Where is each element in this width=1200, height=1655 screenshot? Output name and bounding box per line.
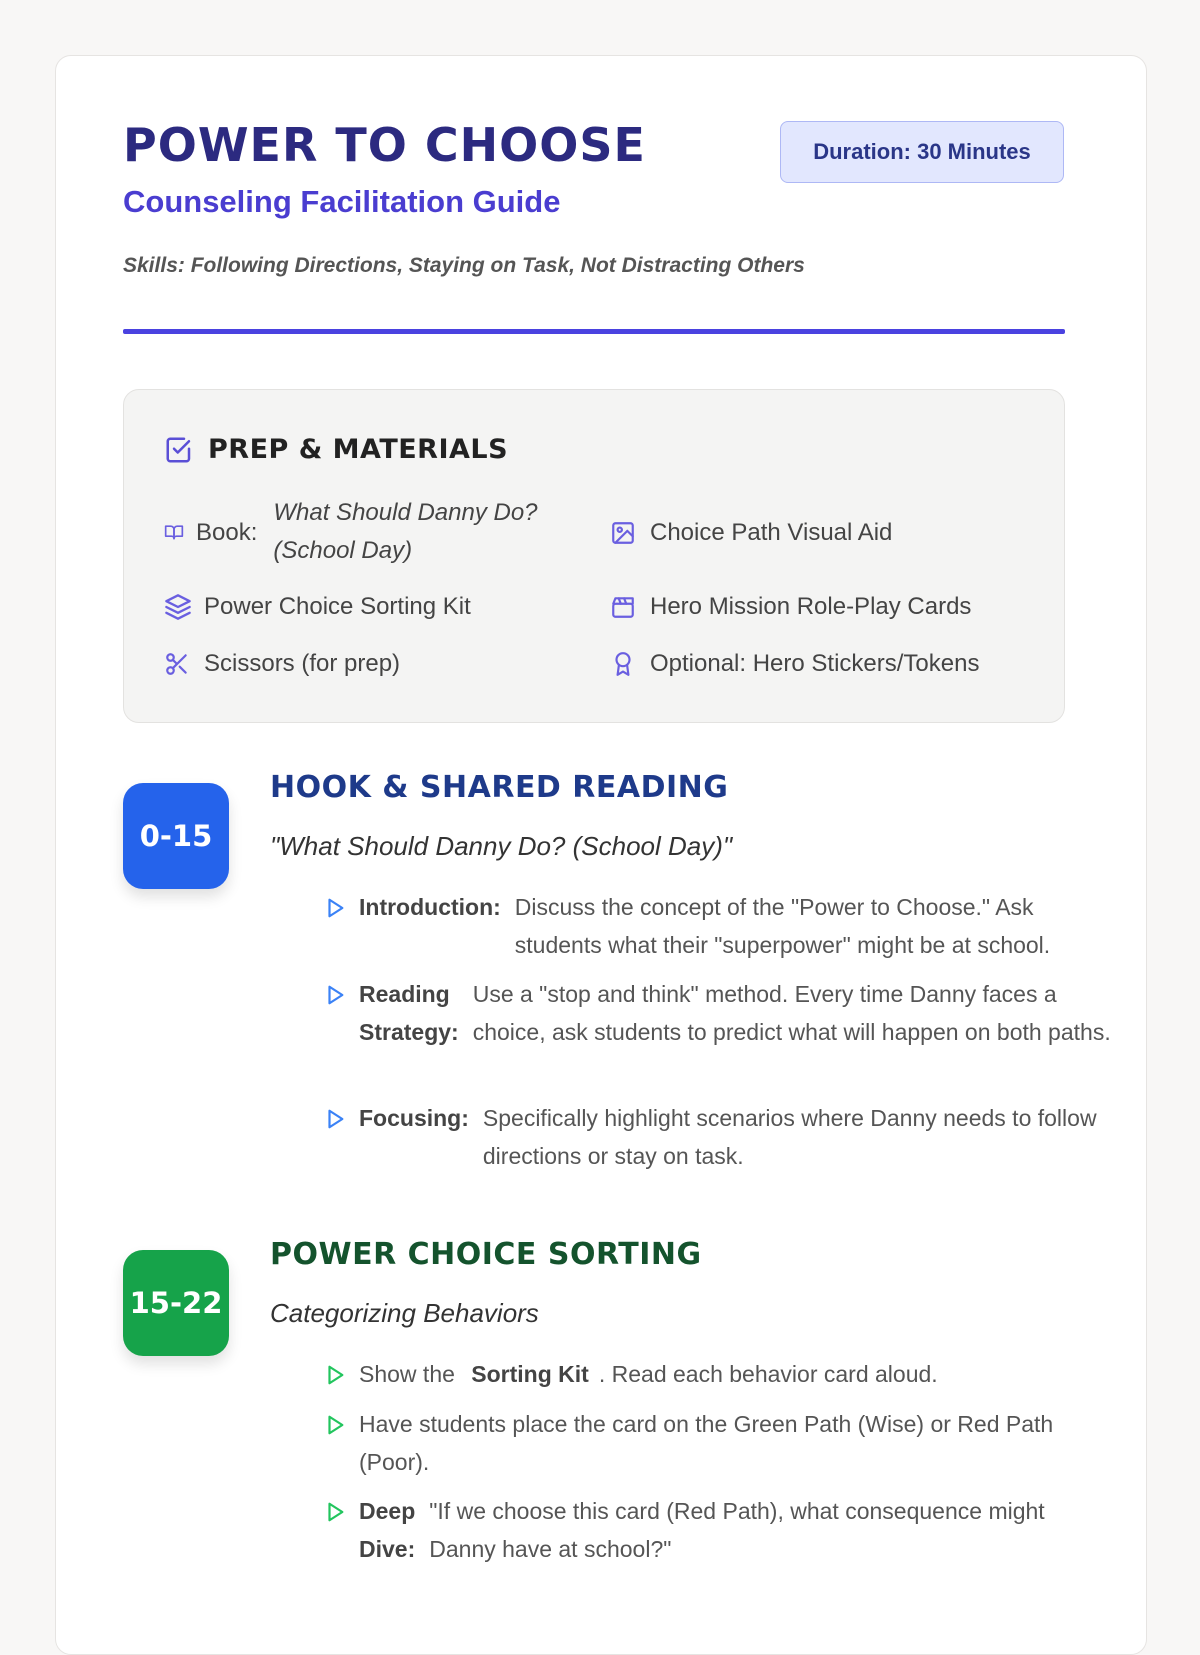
list-item xyxy=(324,888,1124,964)
visual-aid-label: Choice Path Visual Aid xyxy=(650,519,893,546)
book-title xyxy=(273,494,537,570)
material-role-play xyxy=(610,588,971,626)
book-label: Book: xyxy=(196,519,258,546)
list-item xyxy=(324,975,1124,1051)
list-item xyxy=(324,1355,1124,1393)
play-arrow-icon xyxy=(324,1364,346,1386)
item-label-line2: Strategy: xyxy=(359,1019,459,1045)
duration-badge: Duration: 30 Minutes xyxy=(780,121,1064,183)
clapperboard-icon xyxy=(610,594,636,620)
item-label xyxy=(359,975,459,1051)
item-label-line1: Reading xyxy=(359,981,450,1007)
page-subtitle: Counseling Facilitation Guide xyxy=(123,184,561,219)
prep-heading xyxy=(164,434,508,465)
checkbox-icon xyxy=(164,435,194,465)
play-arrow-icon xyxy=(324,1108,346,1130)
item-text: Use a "stop and think" method. Every time Danny faces a choice, ask students to predict what will happen on both paths. xyxy=(472,981,1111,1045)
section-title-hook: HOOK & SHARED READING xyxy=(270,770,729,805)
item-text-post: . Read each behavior card aloud. xyxy=(598,1361,938,1387)
scissors-label: Scissors (for prep) xyxy=(204,650,401,677)
book-title-line2: (School Day) xyxy=(273,537,413,564)
material-sorting-kit xyxy=(164,588,471,626)
list-item xyxy=(324,1099,1104,1175)
item-text: Specifically highlight scenarios where Danny needs to follow directions or stay on task. xyxy=(482,1105,1097,1169)
item-label xyxy=(359,1492,415,1568)
time-badge-0-15: 0-15 xyxy=(123,783,229,889)
item-text-bold: Sorting Kit xyxy=(471,1361,589,1387)
guide-card xyxy=(55,55,1147,1655)
play-arrow-icon xyxy=(324,984,346,1006)
layers-icon xyxy=(164,593,192,621)
item-label: Introduction: xyxy=(359,894,501,920)
material-scissors xyxy=(164,645,400,683)
play-arrow-icon xyxy=(324,1414,346,1436)
prep-materials-panel xyxy=(123,389,1065,723)
scissors-icon xyxy=(164,651,190,677)
header-divider xyxy=(123,329,1065,334)
item-label: Focusing: xyxy=(359,1105,469,1131)
award-icon xyxy=(610,650,636,678)
item-label-line1: Deep xyxy=(359,1498,416,1524)
item-text: Have students place the card on the Green Path (Wise) or Red Path (Poor). xyxy=(359,1411,1054,1475)
item-text: Discuss the concept of the "Power to Choose." Ask students what their "superpower" might be at school. xyxy=(514,894,1051,958)
prep-heading-label: PREP & MATERIALS xyxy=(208,434,509,465)
material-visual-aid xyxy=(610,514,892,552)
material-book xyxy=(164,494,538,570)
item-text: "If we choose this card (Red Path), what consequence might Danny have at school?" xyxy=(429,1498,1045,1562)
time-badge-15-22: 15-22 xyxy=(123,1250,229,1356)
item-text xyxy=(359,1355,1124,1393)
stickers-label: Optional: Hero Stickers/Tokens xyxy=(650,650,980,677)
item-label-line2: Dive: xyxy=(359,1536,416,1562)
book-icon xyxy=(164,522,184,542)
section-subtitle-sorting: Categorizing Behaviors xyxy=(270,1298,539,1328)
list-item xyxy=(324,1492,1084,1568)
material-stickers xyxy=(610,645,979,683)
section-title-sorting: POWER CHOICE SORTING xyxy=(270,1237,702,1272)
play-arrow-icon xyxy=(324,1501,346,1523)
sorting-kit-label: Power Choice Sorting Kit xyxy=(204,593,471,620)
section-subtitle-hook: "What Should Danny Do? (School Day)" xyxy=(270,831,733,861)
book-title-line1: What Should Danny Do? xyxy=(273,499,538,526)
role-play-label: Hero Mission Role-Play Cards xyxy=(650,593,972,620)
play-arrow-icon xyxy=(324,897,346,919)
list-item xyxy=(324,1405,1124,1481)
item-text-pre: Show the xyxy=(359,1361,455,1387)
skills-line: Skills: Following Directions, Staying on Task, Not Distracting Others xyxy=(123,254,805,277)
image-icon xyxy=(610,520,636,546)
page-title: POWER TO CHOOSE xyxy=(123,118,646,172)
